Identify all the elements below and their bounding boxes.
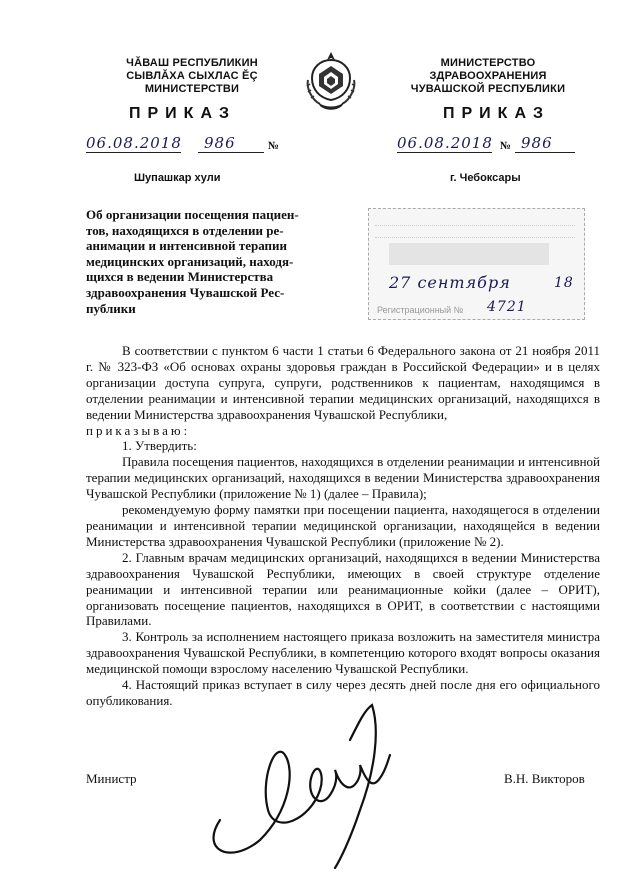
item-1-rules: Правила посещения пациентов, находящихся в отделении реанимации и интенсивной терапии медицинских организаций, находящихся в ведении Министерства здравоохранения Чувашской Республики (приложение № 1) (далее – Правила); [86, 454, 600, 502]
header-right-line2: ЗДРАВООХРАНЕНИЯ [429, 70, 547, 82]
item-1: 1. Утвердить: [122, 438, 197, 454]
title-line: здравоохранения Чувашской Рес- [86, 284, 285, 300]
item-2: 2. Главным врачам медицинских организаций, находящихся в ведении Министерства здравоохранения Чувашской Республики, имеющих в своей структуре отделение реанимации и интенсивной терапии или реанимационные койки (далее – ОРИТ), организовать посещение пациентов, находящихся в ОРИТ, в соответствии с настоящими Правилами. [86, 549, 600, 629]
order-date-right: 06.08.2018 [397, 134, 493, 152]
prikaz-label-right: ПРИКАЗ [443, 105, 551, 122]
header-right-line3: ЧУВАШСКОЙ РЕСПУБЛИКИ [410, 83, 566, 95]
header-left-line2: СЫВЛĂХА СЫХЛАС ĔÇ [126, 70, 258, 82]
registration-number: 4721 [487, 299, 527, 315]
coat-of-arms-emblem [302, 50, 360, 114]
registration-stamp [368, 208, 585, 320]
header-left-line1: ЧĂВАШ РЕСПУБЛИКИН [126, 57, 258, 69]
order-date-line-right [397, 134, 492, 153]
number-sign-right: № [500, 140, 512, 152]
city-left: Шупашкар хули [134, 172, 221, 184]
registration-year: 18 [554, 275, 574, 291]
item-3: 3. Контроль за исполнением настоящего приказа возложить на заместителя министра здравоохранения Чувашской Республики, в компетенцию которого входят вопросы оказания медицинской помощи взрослому населению Чувашской Республики. [86, 629, 600, 677]
ministry-header-russian [378, 57, 598, 96]
order-title [86, 207, 321, 316]
stamp-header-lines [375, 215, 575, 226]
order-date-line-left [86, 134, 181, 153]
order-number-line-left [198, 134, 264, 153]
title-line: щихся в ведении Министерства [86, 269, 274, 285]
title-line: Об организации посещения пациен- [86, 207, 299, 222]
preamble-paragraph: В соответствии с пунктом 6 части 1 статьи 6 Федерального закона от 21 ноября 2011 г. № 323-ФЗ «Об основах охраны здоровья граждан в Российской Федерации» и в целях организации доступа супруга, супруги, родственников к пациентам, находящимся в отделении реанимации и интенсивной терапии медицинских организаций, находящихся в ведении Министерства здравоохранения Чувашской Республики, [86, 343, 600, 422]
prikazyvayu: приказываю: [86, 422, 191, 438]
item-1-memo: рекомендуемую форму памятки при посещении пациента, находящегося в отделении реанимации и интенсивной терапии медицинской организации, находящейся в ведении Министерства здравоохранения Чувашской Республики (приложение № 2). [86, 502, 600, 549]
order-number-right: 986 [521, 134, 553, 152]
header-left-line3: МИНИСТЕРСТВИ [144, 83, 240, 95]
title-line: медицинских организаций, находя- [86, 253, 294, 269]
handwritten-signature [190, 700, 430, 870]
item-4: 4. Настоящий приказ вступает в силу через десять дней после дня его официального опубликования. [86, 677, 600, 708]
ministry-header-chuvash [92, 57, 292, 96]
header-right-line1: МИНИСТЕРСТВО [440, 57, 536, 69]
registration-label: Регистрационный № [377, 305, 464, 315]
stamp-watermark-block [389, 243, 549, 265]
signatory-position: Министр [86, 771, 137, 786]
title-line: тов, находящихся в отделении ре- [86, 222, 284, 238]
stamp-header-lines [375, 227, 575, 238]
title-line: анимации и интенсивной терапии [86, 238, 288, 254]
city-right: г. Чебоксары [450, 172, 521, 184]
registration-date: 27 сентября [389, 273, 511, 292]
order-date-left: 06.08.2018 [86, 134, 182, 152]
title-line: публики [86, 300, 136, 316]
order-number-left: 986 [204, 134, 236, 152]
prikaz-label-left: ПРИКАЗ [129, 105, 237, 122]
signatory-name: В.Н. Викторов [504, 771, 585, 786]
order-number-line-right [515, 134, 575, 153]
number-sign-left: № [268, 140, 280, 152]
order-body [86, 343, 600, 709]
